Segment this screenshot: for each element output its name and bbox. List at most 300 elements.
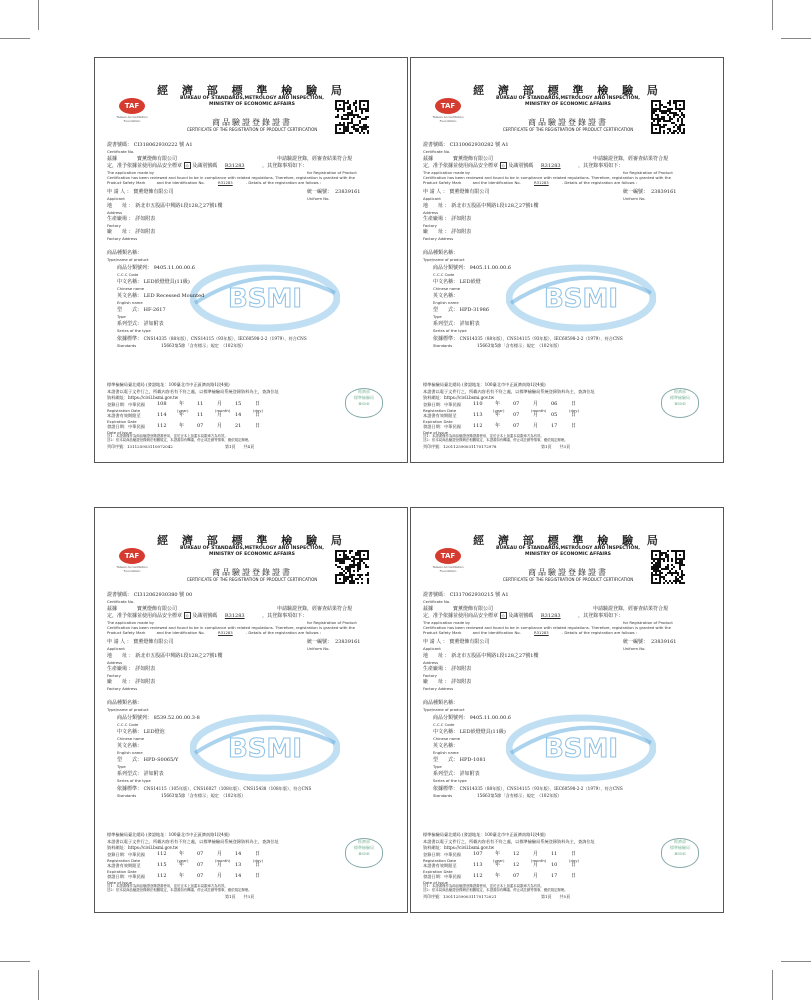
applicant-company: 茲據 寶薰燈飾有限公司	[423, 606, 494, 612]
note2: 註2：依本局商品驗證登錄辦法相關規定，本證書如有轉讓、停止或註銷等情事，應依規定辦理。	[107, 888, 252, 892]
model-row	[117, 307, 166, 313]
cname-en: Chinese name	[117, 286, 145, 291]
exp-date-row	[423, 862, 577, 868]
ccc-value: 9405.11.00.00.6	[469, 265, 511, 271]
applicant-en-row	[423, 646, 646, 651]
cname-value: LED嵌燈燈具(11級)	[143, 279, 190, 285]
id-label: 及識別號碼	[508, 163, 534, 169]
year-en: (year)	[493, 408, 505, 413]
issue-date-en: Date of Issue	[423, 430, 448, 435]
reg-year: 108	[157, 401, 167, 407]
exp-date-label: 本證書有效期限至	[423, 413, 457, 418]
en-mark-no: R31283	[217, 630, 233, 635]
note2: 註2：依本局商品驗證登錄辦法相關規定，本證書如有轉讓、停止或註銷等情事，應依規定辦理。	[423, 438, 568, 442]
factory-label: 生產廠場 ：	[107, 666, 134, 672]
year-label: 年	[495, 873, 501, 879]
model-label: 型 式：	[433, 757, 459, 763]
issue-date-row	[107, 873, 261, 879]
day-label: 日	[571, 862, 577, 868]
crop-mark	[0, 961, 30, 962]
ccc-row	[433, 715, 511, 721]
factory-row	[423, 666, 471, 672]
model-en: Type	[117, 314, 126, 319]
en-line3-a: Product Safety Mark	[107, 180, 146, 185]
std-row	[433, 786, 623, 792]
model-value: HPD-1081	[459, 757, 486, 763]
applicant-company: 茲據 寶薰燈飾有限公司	[107, 156, 178, 162]
stamp-line2: 標準檢驗局	[670, 845, 690, 850]
decide-text: 定，准予依據並使用商品安全標章	[423, 613, 499, 619]
decide-text: 定，准予依據並使用商品安全標章	[107, 613, 183, 619]
year-label: 年	[179, 401, 185, 407]
stamp-line1: 經濟部	[674, 389, 686, 394]
cert-no-value: CI318062930222 號 A1	[133, 142, 193, 148]
factory-en: Factory	[423, 673, 437, 678]
en-line2: Certification has been reviewed and found to be in compliance with related regulations. Therefore, registration is granted with the	[107, 625, 355, 630]
uniform-en: Uniform No.	[307, 196, 330, 201]
ccc-value: 8539.52.00.00.3-8	[153, 715, 200, 721]
crop-mark	[781, 38, 811, 39]
uniform-label: 統一編號：	[623, 189, 649, 195]
month-en: (month)	[215, 858, 231, 863]
applicant-row	[423, 189, 677, 195]
month-label: 月	[533, 412, 539, 418]
ename-row	[433, 293, 458, 299]
applicant-label: 申 請 人 ：	[423, 189, 448, 195]
month-label: 月	[533, 873, 539, 879]
validity-url: 資料網址：https://civil.bsmi.gov.tw	[423, 395, 495, 400]
apply-text: 申請驗證登錄，經審查結果符合規	[277, 156, 353, 162]
ccc-label: 商品分類號列：	[433, 265, 469, 271]
applicant-en: Applicant	[107, 196, 125, 201]
day-label: 日	[255, 401, 261, 407]
other-text: ，其登錄事項如下：	[578, 613, 624, 619]
exp-year: 113	[473, 862, 483, 868]
std-value: CNS14335（88年版）、CNS14115（93年版）、IEC60598-2-2（1979）、符合CNS	[459, 786, 623, 791]
address-en: Address	[107, 660, 123, 665]
month-label: 月	[217, 851, 223, 857]
model-value: HPD-31986	[459, 307, 490, 313]
en-line3-b: and the Identification No.	[156, 630, 205, 635]
std-value-2: 15663第5節「含有標示」規定 （102年版）	[477, 793, 562, 798]
exp-date-row	[107, 412, 261, 418]
reg-date-label: 登錄日期：中華民國	[107, 852, 145, 857]
reg-year: 110	[473, 401, 483, 407]
cert-no-en: Certificate No.	[107, 599, 135, 604]
series-value: 詳如附表	[143, 771, 164, 777]
address-label: 地 址 ：	[423, 203, 450, 209]
exp-month: 12	[513, 862, 520, 868]
taf-logo-caption: Taiwan Accreditation Foundation	[432, 115, 464, 123]
address-value: 新北市五股區中興路1段128之27號1樓	[135, 203, 223, 209]
factory-en: Factory	[107, 673, 121, 678]
reg-day: 14	[235, 851, 242, 857]
print-serial: 列印序號：131125953110072042	[107, 444, 173, 449]
reg-date-en: Registration Date	[423, 858, 457, 863]
stamp-line1: 經濟部	[674, 839, 686, 844]
exp-date-row	[107, 862, 261, 868]
reg-year: 112	[157, 851, 167, 857]
factory-value: 詳如附表	[451, 216, 472, 222]
reg-date-row	[423, 401, 577, 407]
issue-month: 07	[197, 423, 204, 429]
bureau-title-en	[411, 546, 724, 557]
crop-mark	[38, 0, 39, 30]
reg-month: 07	[513, 401, 520, 407]
address-label: 地 址 ：	[107, 203, 134, 209]
en-line2: Certification has been reviewed and found to be in compliance with related regulations. Therefore, registration is granted with the	[423, 625, 671, 630]
validity-url: 資料網址：https://civil.bsmi.gov.tw	[107, 395, 179, 400]
ename-en: English name	[433, 300, 459, 305]
factory-addr-en: Factory Address	[107, 236, 138, 241]
ename-label: 英文名稱：	[117, 743, 143, 749]
crop-mark	[38, 970, 39, 1000]
bureau-title-zh: 經 濟 部 標 準 檢 驗 局	[157, 84, 347, 97]
bureau-title-en-line1: BUREAU OF STANDARDS,METROLOGY AND INSPECTION,	[180, 546, 324, 551]
day-label: 日	[571, 423, 577, 429]
address-label: 地 址 ：	[423, 653, 450, 659]
issue-date-label: 發證日期：中華民國	[423, 874, 461, 879]
apply-text: 申請驗證登錄，經審查結果符合規	[593, 156, 669, 162]
page-number: 第1頁 共3頁	[541, 444, 571, 449]
bureau-title-zh: 經 濟 部 標 準 檢 驗 局	[157, 534, 347, 547]
mark-no-box: ◇	[185, 613, 189, 618]
std-value-2: 15663第5節「含有標示」規定 （102年版）	[161, 793, 246, 798]
type-row: 商品種類名稱：	[107, 700, 143, 706]
series-en: Series of the type	[117, 778, 151, 783]
factory-addr-row	[107, 229, 155, 235]
exp-month: 07	[197, 862, 204, 868]
en-line3-a: Product Safety Mark	[423, 630, 462, 635]
ename-en: English name	[433, 750, 459, 755]
ccc-row	[117, 265, 195, 271]
en-mark-no: R31283	[533, 180, 549, 185]
year-label: 年	[495, 862, 501, 868]
bureau-title-en-line2: MINISTRY OF ECONOMIC AFFAIRS	[525, 101, 611, 107]
month-en: (month)	[531, 408, 547, 413]
year-en: (year)	[177, 408, 189, 413]
issue-site: 標準檢驗局臺北總局 (發證地址：100臺北市中正區濟南路1段4號)	[423, 832, 546, 837]
ename-en: English name	[117, 750, 143, 755]
application-line1	[423, 156, 669, 162]
factory-label: 生產廠場 ：	[107, 216, 134, 222]
en-line3-b: and the Identification No.	[472, 630, 521, 635]
reg-date-row	[107, 851, 261, 857]
address-value: 新北市五股區中興路1段128之27號1樓	[135, 653, 223, 659]
std-en: Standards	[433, 343, 453, 348]
applicant-label: 申 請 人 ：	[107, 189, 132, 195]
note2: 註2：依本局商品驗證登錄辦法相關規定，本證書如有轉讓、停止或註銷等情事，應依規定辦理。	[423, 888, 568, 892]
mark-no-box: ◇	[501, 613, 505, 618]
std-value: CNS14335（88年版）、CNS14115（93年版）、IEC60598-2-2（1979）、符合CNS	[143, 336, 307, 341]
factory-en: Factory	[423, 223, 437, 228]
series-value: 詳如附表	[459, 771, 480, 777]
address-en: Address	[423, 660, 439, 665]
certificate-title-en: CERTIFICATE OF THE REGISTRATION OF PRODUCT CERTIFICATION	[502, 577, 634, 582]
exp-year: 115	[157, 862, 167, 868]
factory-addr-en: Factory Address	[423, 686, 454, 691]
std-en: Standards	[117, 793, 137, 798]
factory-value: 詳如附表	[135, 666, 156, 672]
reg-date-en: Registration Date	[107, 408, 141, 413]
year-en: (year)	[177, 858, 189, 863]
std-label: 依據標準：	[433, 786, 459, 792]
address-row	[423, 203, 538, 209]
model-row	[117, 757, 178, 763]
certificate-2	[410, 57, 724, 463]
ccc-en: C.C.C Code	[433, 722, 455, 727]
note1: 註1：本證書僅作為商品驗證登錄證書使用，並於正本上加蓋本局戳章方為有效。	[107, 884, 228, 888]
certificate-title-zh: 商品驗證登錄證書	[528, 568, 608, 577]
series-en: Series of the type	[117, 328, 151, 333]
applicant-row	[107, 639, 361, 645]
decide-text: 定，准予依據並使用商品安全標章	[107, 163, 183, 169]
print-serial: 列印序號：130112590031170172021	[423, 894, 497, 899]
reg-month: 12	[513, 851, 520, 857]
applicant-name: 寶薰燈飾有限公司	[133, 639, 174, 645]
validity-text: 本證書以電子文件行之，所載內容若有不符之處，以標準檢驗局系統登錄資料為主，查詢位址	[107, 839, 279, 844]
address-en: Address	[423, 210, 439, 215]
exp-date-label: 本證書有效期限至	[423, 863, 457, 868]
note2: 註2：依本局商品驗證登錄辦法相關規定，本證書如有轉讓、停止或註銷等情事，應依規定辦理。	[107, 438, 252, 442]
ccc-en: C.C.C Code	[117, 722, 139, 727]
factory-addr-value: 詳如附表	[451, 229, 472, 235]
bsmi-stamp	[345, 388, 383, 418]
exp-year: 114	[157, 412, 167, 418]
cert-no-label: 證書號碼：	[423, 592, 449, 598]
std-label: 依據標準：	[117, 786, 143, 792]
mark-no: R31283	[540, 613, 561, 619]
en-line3-a: Product Safety Mark	[107, 630, 146, 635]
year-label: 年	[179, 851, 185, 857]
application-line2	[423, 163, 623, 169]
reg-month: 07	[197, 851, 204, 857]
ename-value: LED Recessed Mounted	[143, 293, 205, 299]
std-en: Standards	[433, 793, 453, 798]
model-row	[433, 757, 486, 763]
application-line2	[107, 163, 307, 169]
en-mark-no: R31283	[217, 180, 233, 185]
issue-site: 標準檢驗局臺北總局 (發證地址：100臺北市中正區濟南路1段4號)	[107, 382, 230, 387]
std-value: CNS14115（105年版）、CNS16027（108年版）、CNS15438（108年版）、符合CNS	[143, 786, 312, 791]
stamp-line1: 經濟部	[358, 389, 370, 394]
year-label: 年	[179, 423, 185, 429]
mark-no: R31283	[540, 163, 561, 169]
year-label: 年	[495, 401, 501, 407]
validity-text: 本證書以電子文件行之，所載內容若有不符之處，以標準檢驗局系統登錄資料為主，查詢位址	[423, 389, 595, 394]
factory-addr-row	[423, 679, 471, 685]
series-row	[117, 321, 164, 327]
factory-addr-label: 廠 址 ：	[107, 679, 134, 685]
taf-logo-caption: Taiwan Accreditation Foundation	[116, 115, 148, 123]
factory-row	[423, 216, 471, 222]
series-value: 詳如附表	[143, 321, 164, 327]
en-line3-b: and the Identification No.	[156, 180, 205, 185]
exp-date-row	[423, 412, 577, 418]
factory-row	[107, 216, 155, 222]
note1: 註1：本證書僅作為商品驗證登錄證書使用，並於正本上加蓋本局戳章方為有效。	[423, 884, 544, 888]
series-en: Series of the type	[433, 328, 467, 333]
bsmi-stamp	[345, 838, 383, 868]
month-label: 月	[217, 401, 223, 407]
issue-date-label: 發證日期：中華民國	[107, 874, 145, 879]
series-label: 系列型式：	[117, 771, 143, 777]
en-line3-c: . Details of the registration are follows :	[245, 180, 322, 185]
bsmi-watermark-icon	[506, 263, 656, 333]
watermark-text: BSMI	[227, 734, 303, 764]
issue-year: 112	[157, 873, 167, 879]
ccc-label: 商品分類號列：	[433, 715, 469, 721]
model-en: Type	[433, 314, 442, 319]
applicant-name: 寶薰燈飾有限公司	[449, 189, 490, 195]
id-label: 及識別號碼	[508, 613, 534, 619]
issue-date-en: Date of Issue	[423, 880, 448, 885]
ccc-value: 9405.11.00.00.6	[469, 715, 511, 721]
en-line3-a: Product Safety Mark	[423, 180, 462, 185]
ename-row	[117, 293, 204, 299]
cname-value: LED嵌燈燈具(11級)	[459, 729, 506, 735]
certificate-1	[94, 57, 408, 463]
month-label: 月	[533, 401, 539, 407]
factory-label: 生產廠場 ：	[423, 666, 450, 672]
issue-date-en: Date of Issue	[107, 880, 132, 885]
applicant-label: 申 請 人 ：	[107, 639, 132, 645]
issue-year: 112	[473, 423, 483, 429]
type-en: Type/name of product	[423, 707, 465, 712]
uniform-label: 統一編號：	[307, 639, 333, 645]
year-label: 年	[495, 423, 501, 429]
stamp-line2: 標準檢驗局	[354, 395, 374, 400]
reg-date-label: 登錄日期：中華民國	[423, 852, 461, 857]
stamp-line3: BSMI	[358, 851, 370, 856]
address-value: 新北市五股區中興路1段128之27號1樓	[451, 203, 539, 209]
issue-site: 標準檢驗局臺北總局 (發證地址：100臺北市中正區濟南路1段4號)	[423, 382, 546, 387]
year-label: 年	[179, 412, 185, 418]
factory-addr-en: Factory Address	[107, 686, 138, 691]
ccc-row	[117, 715, 200, 721]
type-en: Type/name of product	[423, 257, 465, 262]
other-text: ，其登錄事項如下：	[262, 163, 308, 169]
cert-no-value: CI312062930380 號 00	[133, 592, 193, 598]
day-label: 日	[571, 851, 577, 857]
series-row	[433, 771, 480, 777]
day-label: 日	[255, 851, 261, 857]
issue-year: 112	[157, 423, 167, 429]
applicant-en: Applicant	[423, 646, 441, 651]
applicant-en-row	[423, 196, 646, 201]
crop-mark	[781, 961, 811, 962]
exp-date-label: 本證書有效期限至	[107, 863, 141, 868]
applicant-company: 茲據 寶薰燈飾有限公司	[423, 156, 494, 162]
day-label: 日	[255, 862, 261, 868]
address-row	[107, 653, 222, 659]
certificate-4	[410, 507, 724, 913]
en-line3-b: and the Identification No.	[472, 180, 521, 185]
certificate-title-en: CERTIFICATE OF THE REGISTRATION OF PRODUCT CERTIFICATION	[186, 577, 318, 582]
uniform-en: Uniform No.	[307, 646, 330, 651]
en-line3	[107, 180, 321, 185]
certificate-title-zh: 商品驗證登錄證書	[212, 568, 292, 577]
uniform-label: 統一編號：	[307, 189, 333, 195]
applicant-row	[423, 639, 677, 645]
cert-no-value: CI310062930282 號 A1	[449, 142, 509, 148]
stamp-line1: 經濟部	[358, 839, 370, 844]
month-label: 月	[217, 873, 223, 879]
factory-addr-value: 詳如附表	[451, 679, 472, 685]
month-en: (month)	[215, 408, 231, 413]
cert-no-row	[107, 142, 193, 148]
factory-label: 生產廠場 ：	[423, 216, 450, 222]
id-label: 及識別號碼	[192, 163, 218, 169]
factory-addr-label: 廠 址 ：	[423, 229, 450, 235]
issue-date-row	[423, 423, 577, 429]
cname-row	[117, 279, 190, 285]
factory-row	[107, 666, 155, 672]
cname-row	[433, 279, 481, 285]
std-label: 依據標準：	[433, 336, 459, 342]
uniform-en: Uniform No.	[623, 646, 646, 651]
month-en: (month)	[531, 858, 547, 863]
uniform-en: Uniform No.	[623, 196, 646, 201]
uniform-label: 統一編號：	[623, 639, 649, 645]
ename-label: 英文名稱：	[433, 293, 459, 299]
en-line3-c: . Details of the registration are follows :	[561, 180, 638, 185]
validity-url: 資料網址：https://civil.bsmi.gov.tw	[423, 845, 495, 850]
cert-no-row	[423, 592, 509, 598]
std-value-2: 15663第5節「含有標示」規定 （102年版）	[161, 343, 246, 348]
cert-no-en: Certificate No.	[107, 149, 135, 154]
address-en: Address	[107, 210, 123, 215]
application-line2	[107, 613, 307, 619]
type-row: 商品種類名稱：	[423, 700, 459, 706]
model-label: 型 式：	[117, 757, 143, 763]
factory-addr-row	[423, 229, 471, 235]
bureau-title-en-line1: BUREAU OF STANDARDS,METROLOGY AND INSPECTION,	[180, 96, 324, 101]
taf-logo: TAF	[119, 548, 145, 564]
en-line1-a: The application made by	[423, 620, 471, 625]
decide-text: 定，准予依據並使用商品安全標章	[423, 163, 499, 169]
exp-day: 10	[551, 862, 558, 868]
taf-logo: TAF	[435, 98, 461, 114]
en-line3-c: . Details of the registration are follows :	[245, 630, 322, 635]
series-label: 系列型式：	[433, 321, 459, 327]
taf-logo: TAF	[119, 98, 145, 114]
watermark-text: BSMI	[543, 734, 619, 764]
taf-logo: TAF	[435, 548, 461, 564]
model-row	[433, 307, 489, 313]
en-line1-b: for Registration of Product	[623, 170, 673, 175]
bureau-title-zh: 經 濟 部 標 準 檢 驗 局	[473, 84, 663, 97]
day-en: (day)	[569, 858, 579, 863]
exp-day: 14	[235, 412, 242, 418]
en-line1-b: for Registration of Product	[307, 170, 357, 175]
factory-en: Factory	[107, 223, 121, 228]
mark-no: R31283	[224, 613, 245, 619]
day-label: 日	[571, 401, 577, 407]
reg-year: 107	[473, 851, 483, 857]
page-number: 第1頁 共3頁	[225, 894, 255, 899]
crop-mark	[772, 970, 773, 1000]
exp-date-en: Expiration Date	[107, 869, 137, 874]
certificate-title-en: CERTIFICATE OF THE REGISTRATION OF PRODUCT CERTIFICATION	[186, 127, 318, 132]
note1: 註1：本證書僅作為商品驗證登錄證書使用，並於正本上加蓋本局戳章方為有效。	[107, 434, 228, 438]
reg-date-row	[423, 851, 577, 857]
std-row	[433, 336, 623, 342]
exp-day: 05	[551, 412, 558, 418]
bureau-title-en-line1: BUREAU OF STANDARDS,METROLOGY AND INSPECTION,	[496, 96, 640, 101]
issue-day: 17	[551, 423, 558, 429]
uniform-no: 23839161	[335, 189, 361, 195]
